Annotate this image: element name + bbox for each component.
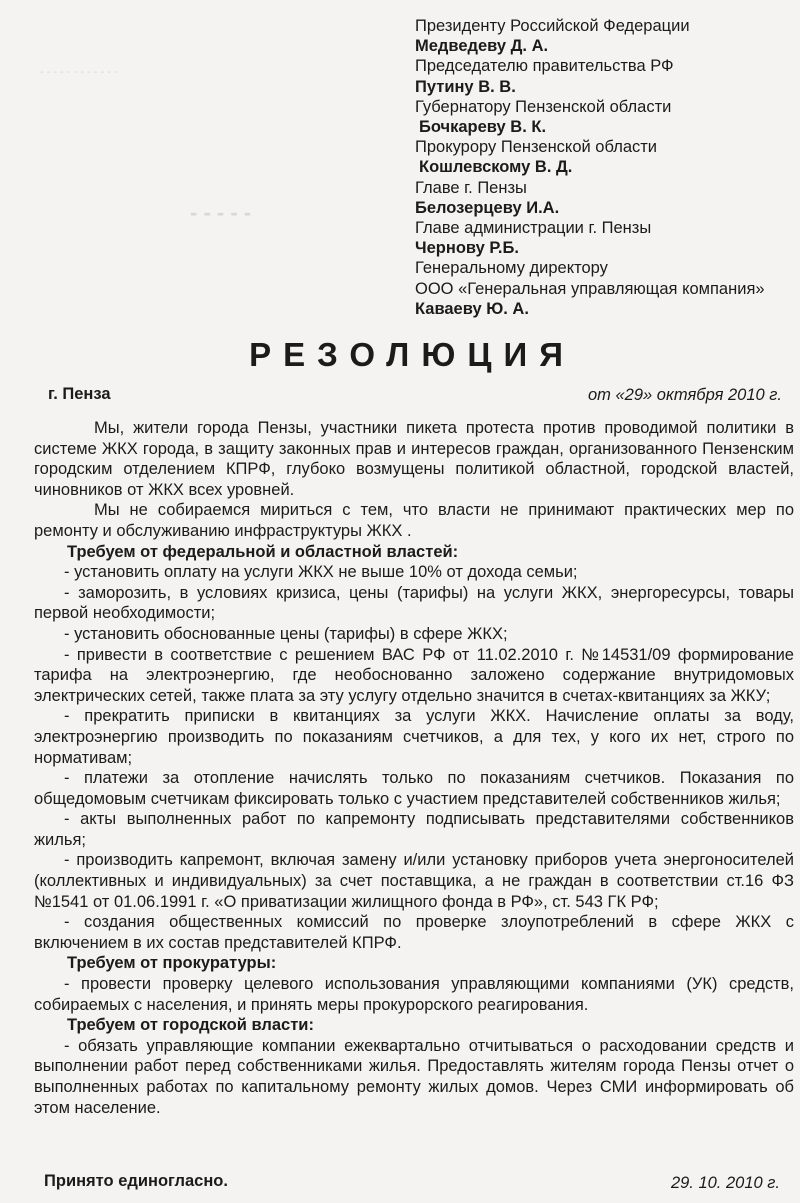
addressee-name: Чернову Р.Б.: [415, 239, 519, 258]
addressee-role: Главе администрации г. Пензы: [415, 219, 652, 238]
document-date: от «29» октября 2010 г.: [587, 386, 782, 404]
bleed-through-text: ‑ ‑ ‑ ‑ ‑: [190, 200, 252, 225]
section-heading: Требуем от прокуратуры:: [67, 954, 277, 973]
intro-paragraph: Мы не собираемся мириться с тем, что власти не принимают практических мер по ремонту и обслуживанию инфраструктуры ЖКХ .: [34, 501, 794, 540]
demand-item: - привести в соответствие с решением ВАС РФ от 11.02.2010 г. №14531/09 формирование тарифа на электроэнергию, где необоснованно заложено содержание внутридомовых электрических сетей, также плата за эту услугу отдельно значится в счетах-квитанциях за ЖКУ;: [34, 645, 794, 705]
demand-item: - создания общественных комиссий по проверке злоупотреблений в сфере ЖКХ с включением в их состав представителей КПРФ.: [34, 913, 794, 952]
addressees-block: [415, 16, 795, 319]
addressee-role: Губернатору Пензенской области: [415, 97, 672, 116]
addressee-role: Президенту Российской Федерации: [415, 17, 690, 35]
document-title: РЕЗОЛЮЦИЯ: [249, 336, 575, 373]
section-heading: Требуем от городской власти:: [67, 1016, 314, 1035]
intro-paragraph: Мы, жители города Пензы, участники пикета протеста против проводимой политики в системе ЖКХ города, в защиту законных прав и интересов граждан, организованного Пензенским городским отделением КПРФ, глубоко возмущены политикой областной, городской властей, чиновников от ЖКХ всех уровней.: [34, 419, 794, 499]
demand-item: - обязать управляющие компании ежеквартально отчитываться о расходовании средств и выполнении работ перед собственниками жилья. Предоставлять жителям города Пензы отчет о выполненных работах по капитальному ремонту жилых домов. Через СМИ информировать об этом население.: [34, 1036, 794, 1117]
demand-item: - заморозить, в условиях кризиса, цены (тарифы) на услуги ЖКХ, энергоресурсы, товары первой необходимости;: [34, 583, 794, 623]
addressee-role: Прокурору Пензенской области: [415, 138, 658, 157]
addressee-name: Каваеву Ю. А.: [415, 299, 529, 318]
addressee-name: Медведеву Д. А.: [415, 37, 549, 56]
addressee-role: Председателю правительства РФ: [415, 57, 674, 76]
addressee-name: Путину В. В.: [415, 77, 516, 96]
demand-item: - установить оплату на услуги ЖКХ не выше 10% от дохода семьи;: [64, 563, 578, 582]
demand-item: - прекратить приписки в квитанциях за услуги ЖКХ. Начисление оплаты за воду, электроэнергию производить по показаниям счетчиков, а для тех, у кого их нет, строго по нормативам;: [34, 707, 794, 767]
addressee-name: Кошлевскому В. Д.: [419, 158, 573, 177]
demand-item: - установить обоснованные цены (тарифы) в сфере ЖКХ;: [64, 624, 508, 643]
addressee-role: ООО «Генеральная управляющая компания»: [415, 279, 765, 298]
section-heading: Требуем от федеральной и областной властей:: [67, 542, 459, 561]
demand-item: - производить капремонт, включая замену и/или установку приборов учета энергоносителей (коллективных и индивидуальных) за счет поставщика, а не граждан в соответствии ст.16 ФЗ №1541 от 01.06.1991 г. «О приватизации жилищного фонда в РФ», ст. 543 ГК РФ;: [34, 851, 794, 911]
addressee-name: Белозерцеву И.А.: [415, 198, 560, 217]
footer-date: 29. 10. 2010 г.: [670, 1174, 780, 1192]
city-label: г. Пенза: [48, 385, 111, 403]
bleed-through-text: ‑ ‑ ‑ ‑ ‑ ‑ ‑ ‑ ‑ ‑ ‑ ‑: [40, 66, 118, 78]
addressee-name: Бочкареву В. К.: [419, 118, 547, 137]
resolution-body: [34, 418, 794, 1118]
demand-item: - акты выполненных работ по капремонту подписывать представителями собственников жилья;: [34, 810, 794, 849]
addressee-role: Главе г. Пензы: [415, 178, 527, 197]
demand-item: - провести проверку целевого использования управляющими компаниями (УК) средств, собираемых с населения, и принять меры прокурорского реагирования.: [34, 975, 794, 1014]
accepted-note: Принято единогласно.: [44, 1172, 228, 1190]
demand-item: - платежи за отопление начислять только по показаниям счетчиков. Показания по общедомовым счетчикам фиксировать только с участием представителей собственников жилья;: [34, 769, 794, 808]
addressee-role: Генеральному директору: [415, 259, 608, 278]
